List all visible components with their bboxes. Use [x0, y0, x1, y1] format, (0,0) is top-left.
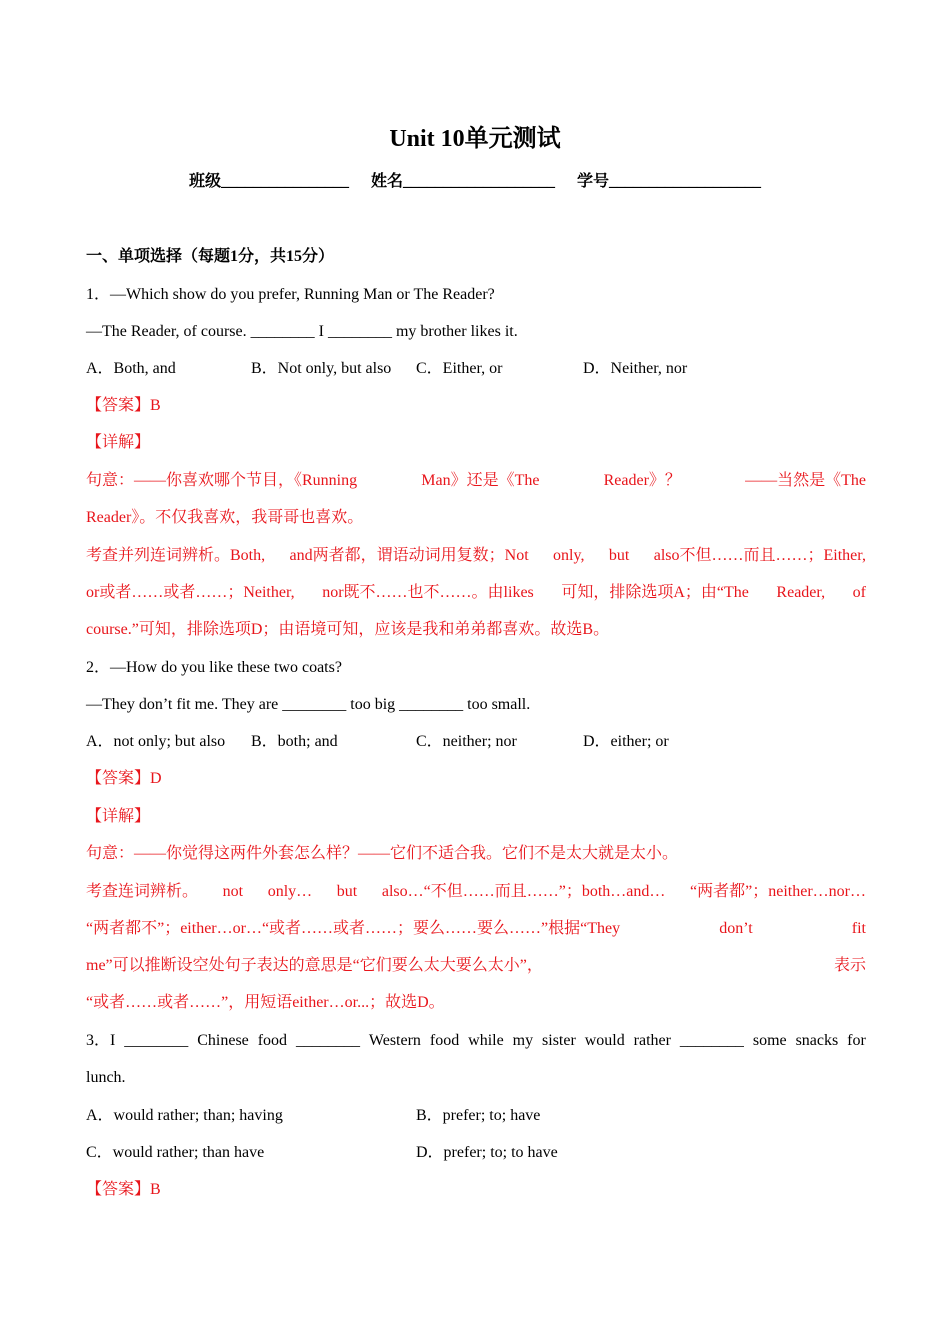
q2-stem-line1: 2．—How do you like these two coats?: [86, 659, 342, 676]
q3-stem-line2: lunch.: [86, 1069, 126, 1086]
q1-exp4-word: or或者……或者……；Neither,: [86, 584, 295, 601]
q1-detail-label: 【详解】: [86, 434, 151, 451]
q3-answer: 【答案】B: [86, 1181, 161, 1198]
q2-exp2-word: “两者都”；neither…nor…: [690, 883, 866, 900]
q1-exp4-word: of: [852, 584, 866, 601]
q1-answer: 【答案】B: [86, 397, 161, 414]
q1-exp4-word: 可知，排除选项A；由“The: [561, 584, 749, 601]
q2-exp2-word: not: [222, 883, 244, 900]
q1-exp1-word: Man》还是《The: [421, 472, 540, 489]
q3-option-a: A．would rather; than; having: [86, 1107, 283, 1124]
q2-exp2-word: 考查连词辨析。: [86, 883, 199, 900]
q1-exp4-word: Reader,: [776, 584, 826, 601]
q1-exp3-word: and两者都，谓语动词用复数；Not: [289, 547, 529, 564]
q2-exp4-word: me”可以推断设空处句子表达的意思是“它们要么太大要么太小”，: [86, 957, 543, 974]
q3-stem-word: 3．I: [86, 1032, 116, 1049]
class-field: 班级________________: [188, 173, 349, 190]
q1-exp3-word: but: [608, 547, 630, 564]
q1-stem-line1: 1．—Which show do you prefer, Running Man or The Reader?: [86, 286, 495, 303]
q1-exp3-word: 考查并列连词辨析。Both,: [86, 547, 266, 564]
q1-exp1-word: ——当然是《The: [745, 472, 866, 489]
q1-option-d: D．Neither, nor: [583, 360, 688, 377]
header-fields: [0, 168, 950, 196]
q2-option-d: D．either; or: [583, 733, 669, 750]
q2-explanation-line5: “或者……或者……”，用短语either…or...；故选D。: [86, 994, 445, 1011]
q1-explanation-line3: [86, 544, 866, 568]
q1-option-c: C．Either, or: [416, 360, 503, 377]
q2-explanation-line3: [86, 917, 866, 941]
q3-stem-word: rather: [633, 1032, 671, 1049]
q2-option-b: B．both; and: [251, 733, 338, 750]
q2-exp2-word: but: [336, 883, 358, 900]
q2-exp2-word: also…“不但……而且……”；both…and…: [381, 883, 666, 900]
q3-stem-word: would: [584, 1032, 625, 1049]
q3-stem-word: while: [468, 1032, 504, 1049]
q3-stem-word: ________: [295, 1032, 360, 1049]
q3-stem-word: for: [847, 1032, 866, 1049]
q3-stem-word: sister: [542, 1032, 576, 1049]
q3-option-c: C．would rather; than have: [86, 1144, 265, 1161]
q2-explanation-line1: 句意：——你觉得这两件外套怎么样？——它们不适合我。它们不是太大就是太小。: [86, 845, 679, 862]
q3-stem-word: my: [512, 1032, 534, 1049]
q2-stem-line2: —They don’t fit me. They are ________ too big ________ too small.: [86, 696, 531, 713]
q2-option-c: C．neither; nor: [416, 733, 517, 750]
q3-option-b: B．prefer; to; have: [416, 1107, 541, 1124]
q2-exp4-word: 表示: [833, 957, 866, 974]
name-field: 姓名___________________: [370, 173, 555, 190]
page-title: Unit 10单元测试: [389, 126, 561, 152]
q1-explanation-line2: Reader》。不仅我喜欢，我哥哥也喜欢。: [86, 509, 364, 526]
q2-exp3-word: don’t: [719, 920, 753, 937]
q3-stem-word: food: [257, 1032, 288, 1049]
student-id-field: 学号___________________: [577, 173, 762, 190]
q1-exp4-word: nor既不……也不……。由likes: [322, 584, 534, 601]
q3-stem-word: food: [429, 1032, 460, 1049]
q1-exp3-word: also不但……而且……；Either,: [653, 547, 866, 564]
q3-stem-line1: [86, 1029, 866, 1053]
q2-explanation-line2: [86, 880, 866, 904]
q3-stem-word: ________: [679, 1032, 744, 1049]
q2-detail-label: 【详解】: [86, 808, 151, 825]
q1-explanation-line4: [86, 581, 866, 605]
q1-exp1-word: 句意：——你喜欢哪个节目，《Running: [86, 472, 358, 489]
q2-explanation-line4: [86, 954, 866, 978]
q1-exp1-word: Reader》？: [603, 472, 681, 489]
section-heading: 一、单项选择（每题1分，共15分）: [86, 248, 335, 265]
q1-option-a: A．Both, and: [86, 360, 176, 377]
q3-stem-word: Western: [368, 1032, 421, 1049]
q2-answer: 【答案】D: [86, 770, 162, 787]
q3-stem-word: some: [752, 1032, 787, 1049]
q2-exp3-word: fit: [851, 920, 866, 937]
q2-option-a: A．not only; but also: [86, 733, 226, 750]
q3-stem-word: Chinese: [197, 1032, 249, 1049]
q2-exp2-word: only…: [267, 883, 313, 900]
q2-exp3-word: “两者都不”；either…or…“或者……或者……；要么……要么……”根据“They: [86, 920, 621, 937]
q3-stem-word: ________: [124, 1032, 189, 1049]
q1-stem-line2: —The Reader, of course. ________ I ________ my brother likes it.: [86, 323, 518, 340]
q1-explanation-line1: [86, 469, 866, 493]
q1-exp3-word: only,: [553, 547, 585, 564]
q1-option-b: B．Not only, but also: [251, 360, 392, 377]
q1-explanation-line5: course.”可知，排除选项D；由语境可知，应该是我和弟弟都喜欢。故选B。: [86, 621, 610, 638]
q3-option-d: D．prefer; to; to have: [416, 1144, 558, 1161]
q3-stem-word: snacks: [795, 1032, 839, 1049]
